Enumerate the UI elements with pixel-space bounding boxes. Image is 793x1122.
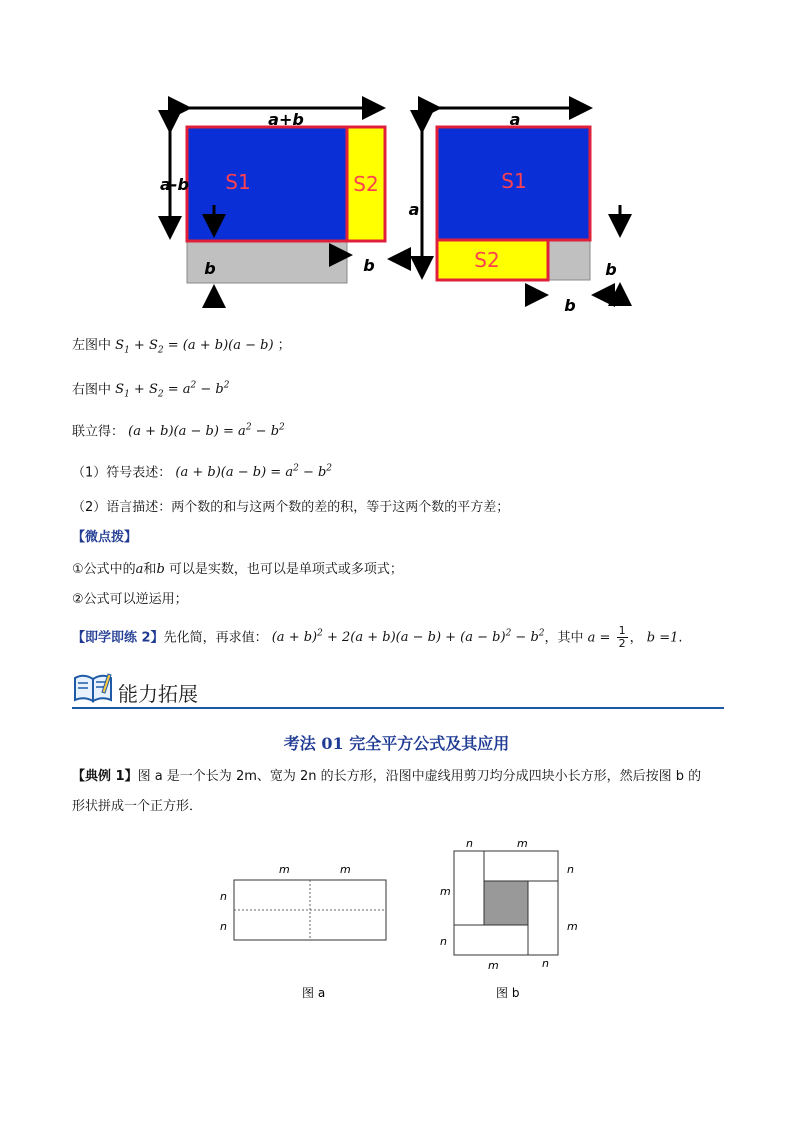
right-diagram <box>409 108 620 315</box>
method-title: 考法 01 完全平方公式及其应用 <box>283 734 510 753</box>
book-icon <box>72 670 114 704</box>
figure-b-n-bottom: n <box>542 957 549 970</box>
right-side-label: a <box>408 200 420 219</box>
tip-1: ①公式中的a和b 可以是实数，也可以是单项式或多项式； <box>72 562 403 577</box>
figure-b-n-right: n <box>567 863 574 876</box>
fraction-one-half: $\frac{1}{2}$ <box>618 624 626 651</box>
practice-expression: $(a + b)^2 + 2(a + b)(a - b) + (a - b)^2 - b^2$ <box>271 629 545 646</box>
practice-tag: 【即学即练 2】 <box>72 630 164 646</box>
figure-b-n-top: n <box>466 837 473 850</box>
figure-a-m-right: m <box>340 863 351 876</box>
right-right-b: b <box>605 260 617 279</box>
example-tag: 【典例 1】 <box>72 769 138 784</box>
combine-line: 联立得： $(a + b)(a - b) = a^2 - b^2$ <box>72 423 285 440</box>
figure-a <box>220 863 386 1000</box>
left-formula: $S_1 + S_2 = (a + b)(a - b)$ <box>115 338 274 356</box>
left-s2-label: S2 <box>353 172 379 196</box>
right-gray-region <box>548 240 590 280</box>
right-top-label: a <box>509 110 521 129</box>
left-s1-region <box>187 127 347 241</box>
figure-b-m-bottom: m <box>488 959 499 972</box>
practice-2: 【即学即练 2】先化简，再求值： $(a + b)^2 + 2(a + b)(a - b) + (a - b)^2 - b^2$，其中 a = $\frac{1}{2}$ ， b =1. <box>72 624 683 651</box>
figure-a-n-top: n <box>220 890 227 903</box>
figures-a-b <box>200 835 600 1010</box>
figure-a-caption: 图 a <box>302 986 326 1000</box>
right-s2-label: S2 <box>474 248 500 272</box>
section-title: 能力拓展 <box>118 682 198 706</box>
section-divider <box>72 707 724 709</box>
right-bottom-b: b <box>564 296 576 315</box>
figure-b-m-left: m <box>440 885 451 898</box>
example-line-1: 【典例 1】图 a 是一个长为 2m、宽为 2n 的长方形，沿图中虚线用剪刀均分成四块小长方形，然后按图 b 的 <box>72 769 702 784</box>
example-line-2: 形状拼成一个正方形． <box>72 799 203 814</box>
right-s1-label: S1 <box>501 169 527 193</box>
left-s1-label: S1 <box>225 170 251 194</box>
figure-b-m-top: m <box>517 837 528 850</box>
right-formula: $S_1 + S_2 = a^2 - b^2$ <box>115 381 230 400</box>
language-description: （2）语言描述：两个数的和与这两个数的差的积，等于这两个数的平方差； <box>72 500 510 515</box>
figure-a-m-left: m <box>279 863 290 876</box>
left-right-b: b <box>363 256 375 275</box>
figure-b-caption: 图 b <box>496 986 520 1000</box>
symbol-formula: $(a + b)(a - b) = a^2 - b^2$ <box>175 464 333 481</box>
left-formula-line: 左图中 $S_1 + S_2 = (a + b)(a - b)$ ； <box>72 338 291 356</box>
right-formula-line: 右图中 $S_1 + S_2 = a^2 - b^2$ <box>72 381 230 400</box>
left-diagram <box>160 108 408 307</box>
tip-2: ②公式可以逆运用； <box>72 592 188 607</box>
figure-a-n-bottom: n <box>220 920 227 933</box>
figure-b-center-square <box>484 881 528 925</box>
figure-b-m-right: m <box>567 920 578 933</box>
figure-b <box>440 837 578 1000</box>
left-bottom-b: b <box>204 259 216 278</box>
left-top-label: a+b <box>268 110 304 129</box>
figure-b-n-left: n <box>440 935 447 948</box>
symbol-expression-line: （1）符号表述： $(a + b)(a - b) = a^2 - b^2$ <box>72 464 333 481</box>
combined-formula: $(a + b)(a - b) = a^2 - b^2$ <box>128 423 285 440</box>
difference-of-squares-diagrams <box>150 95 640 320</box>
left-side-label: a-b <box>160 175 189 194</box>
tip-header: 【微点拨】 <box>72 530 138 545</box>
